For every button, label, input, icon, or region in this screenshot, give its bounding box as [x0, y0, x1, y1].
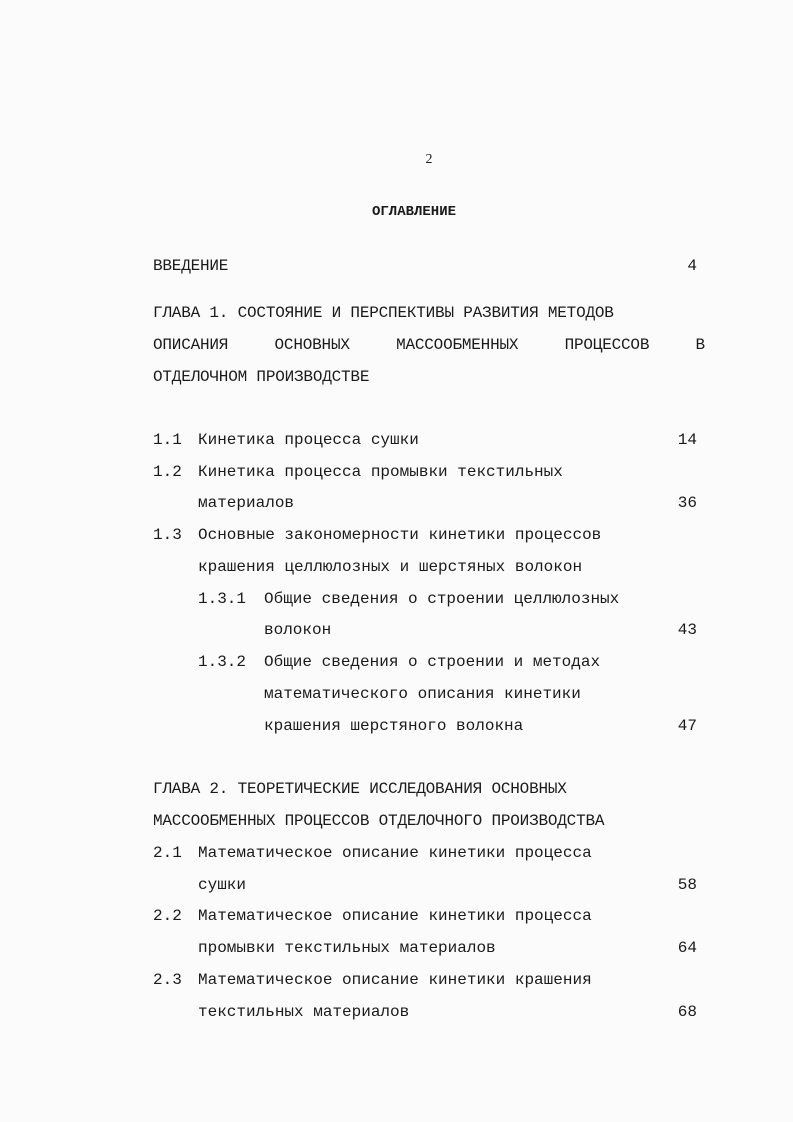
section-title: материалов [198, 494, 295, 512]
section-title: Кинетика процесса сушки [198, 431, 419, 449]
toc-entry-1-3-1-cont [0, 618, 793, 642]
section-title: текстильных материалов [198, 1003, 410, 1021]
page-number: 2 [425, 152, 433, 167]
chapter-1-heading-line-3 [0, 365, 793, 389]
section-title: математического описания кинетики [264, 685, 581, 703]
section-number: 2.3 [153, 971, 182, 989]
section-number: 1.3.1 [198, 590, 247, 608]
toc-entry-2-1-cont [0, 873, 793, 897]
heading-word: В [695, 336, 705, 354]
chapter-heading-text: ОТДЕЛОЧНОМ ПРОИЗВОДСТВЕ [153, 368, 370, 386]
toc-entry-1-3-1 [0, 587, 793, 611]
section-page: 36 [677, 494, 697, 512]
section-title: Математическое описание кинетики крашения [198, 971, 592, 989]
toc-entry-1-3 [0, 523, 793, 547]
toc-entry-page: 4 [687, 257, 697, 275]
section-title: Кинетика процесса промывки текстильных [198, 463, 563, 481]
section-title: крашения целлюлозных и шерстяных волокон [198, 558, 583, 576]
toc-entry-1-3-2 [0, 650, 793, 674]
chapter-heading-justified [153, 333, 705, 357]
chapter-heading-text: ГЛАВА 2. ТЕОРЕТИЧЕСКИЕ ИССЛЕДОВАНИЯ ОСНОВНЫХ [153, 780, 567, 798]
section-page: 14 [677, 431, 697, 449]
toc-entry-label: ВВЕДЕНИЕ [153, 257, 229, 275]
heading-word: МАССООБМЕННЫХ [396, 336, 519, 354]
section-number: 2.1 [153, 844, 182, 862]
section-title: Общие сведения о строении целлюлозных [264, 590, 620, 608]
section-number: 2.2 [153, 907, 182, 925]
section-title: Общие сведения о строении и методах [264, 653, 601, 671]
toc-entry-2-1 [0, 841, 793, 865]
section-page: 47 [677, 717, 697, 735]
toc-entry-1-3-2-cont-2 [0, 714, 793, 738]
toc-entry-1-3-2-cont-1 [0, 682, 793, 706]
section-page: 43 [677, 621, 697, 639]
toc-entry-intro [0, 254, 793, 278]
chapter-heading-text: МАССООБМЕННЫХ ПРОЦЕССОВ ОТДЕЛОЧНОГО ПРОИЗВОДСТВА [153, 812, 605, 830]
toc-entry-2-3 [0, 968, 793, 992]
chapter-1-heading-line-2 [0, 333, 793, 357]
section-page: 68 [677, 1003, 697, 1021]
toc-entry-1-2 [0, 460, 793, 484]
chapter-1-heading-line-1 [0, 301, 793, 325]
section-number: 1.1 [153, 431, 182, 449]
section-page: 58 [677, 876, 697, 894]
section-title: волокон [264, 621, 332, 639]
toc-entry-2-2-cont [0, 936, 793, 960]
section-page: 64 [677, 939, 697, 957]
section-title: крашения шерстяного волокна [264, 717, 524, 735]
heading-word: ОПИСАНИЯ [153, 336, 229, 354]
section-number: 1.3.2 [198, 653, 247, 671]
section-title: Математическое описание кинетики процесса [198, 907, 592, 925]
section-number: 1.2 [153, 463, 182, 481]
section-title: сушки [198, 876, 247, 894]
toc-entry-1-2-cont [0, 491, 793, 515]
toc-entry-2-3-cont [0, 1000, 793, 1024]
toc-entry-2-2 [0, 904, 793, 928]
section-title: Основные закономерности кинетики процессов [198, 526, 602, 544]
section-title: Математическое описание кинетики процесса [198, 844, 592, 862]
toc-title: ОГЛАВЛЕНИЕ [372, 204, 457, 220]
toc-entry-1-1 [0, 428, 793, 452]
section-number: 1.3 [153, 526, 182, 544]
toc-entry-1-3-cont [0, 555, 793, 579]
section-title: промывки текстильных материалов [198, 939, 496, 957]
chapter-2-heading-line-2 [0, 809, 793, 833]
chapter-heading-text: ГЛАВА 1. СОСТОЯНИЕ И ПЕРСПЕКТИВЫ РАЗВИТИЯ МЕТОДОВ [153, 304, 614, 322]
heading-word: ОСНОВНЫХ [274, 336, 350, 354]
heading-word: ПРОЦЕССОВ [564, 336, 650, 354]
chapter-2-heading-line-1 [0, 777, 793, 801]
